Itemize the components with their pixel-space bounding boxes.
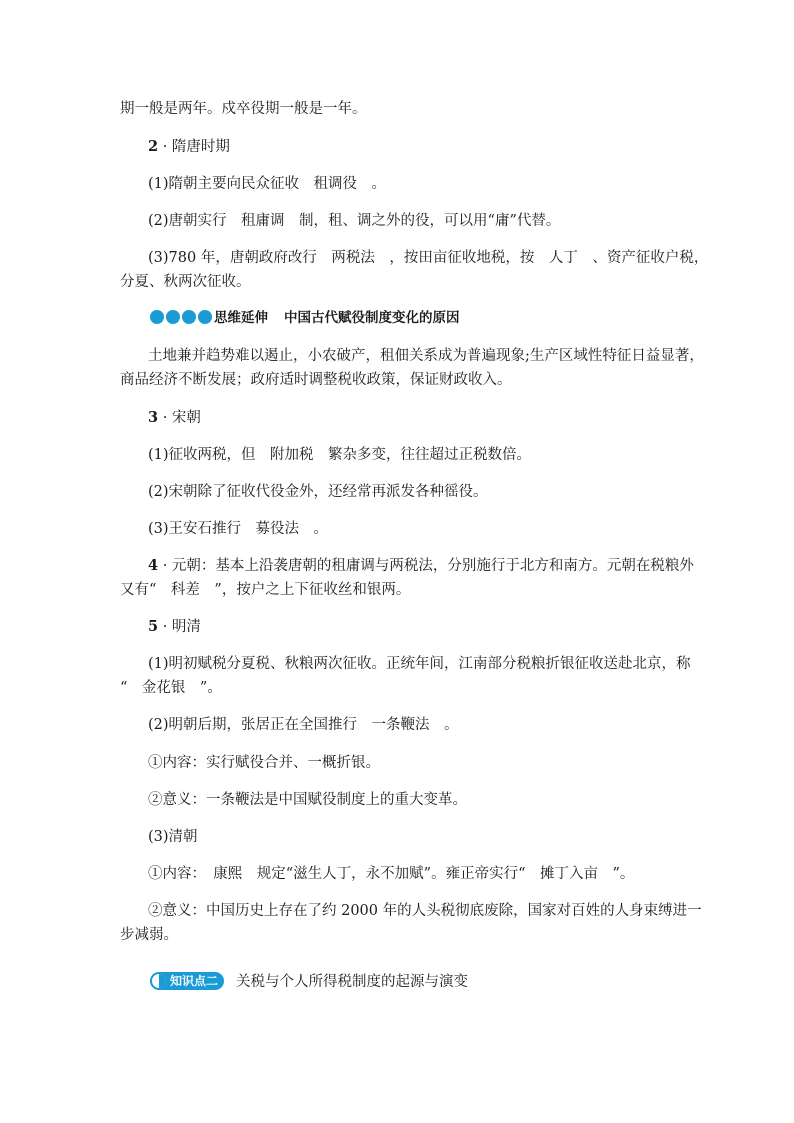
paragraph-line: (1)征收两税，但 附加税 繁杂多变，往往超过正税数倍。 <box>148 447 532 463</box>
heading-text: 5 · 明清 <box>148 618 201 635</box>
section-heading-ming-qing <box>148 617 201 637</box>
extension-title: 中国古代赋役制度变化的原因 <box>284 310 460 326</box>
paragraph-line: ①内容： 康熙 规定“滋生人丁，永不加赋”。雍正帝实行“ 摊丁入亩 ”。 <box>148 866 635 882</box>
extension-label: 思维延伸 <box>214 310 268 326</box>
paragraph-line: 步减弱。 <box>120 927 178 943</box>
paragraph-line: (3)780 年，唐朝政府改行 两税法 ，按田亩征收地税，按 人丁 、资产征收户税， <box>148 250 709 266</box>
heading-text: 2 · 隋唐时期 <box>148 138 230 155</box>
extension-dots-icon <box>150 309 214 325</box>
knowledge-point-title: 关税与个人所得税制度的起源与演变 <box>236 974 468 990</box>
paragraph-line: ①内容：实行赋役合并、一概折银。 <box>148 755 380 771</box>
knowledge-point-badge-text: 知识点二 <box>170 974 219 988</box>
paragraph-line: 商品经济不断发展；政府适时调整税收政策，保证财政收入。 <box>120 372 512 388</box>
paragraph-line: 期一般是两年。戍卒役期一般是一年。 <box>120 101 367 117</box>
paragraph-line: (1)隋朝主要向民众征收 租调役 。 <box>148 176 387 192</box>
paragraph-line: “ 金花银 ”。 <box>120 680 222 696</box>
paragraph-line: (3)王安石推行 募役法 。 <box>148 521 329 537</box>
paragraph-line: (2)唐朝实行 租庸调 制，租、调之外的役，可以用“庸”代替。 <box>148 213 561 229</box>
half-circle-icon <box>152 974 166 988</box>
paragraph-line: 又有“ 科差 ”，按户之上下征收丝和银两。 <box>120 582 411 598</box>
heading-text: 3 · 宋朝 <box>148 409 201 426</box>
paragraph-line: 土地兼并趋势难以遏止，小农破产，租佃关系成为普遍现象;生产区域性特征日益显著， <box>148 348 704 364</box>
paragraph-line: (2)宋朝除了征收代役金外，还经常再派发各种徭役。 <box>148 484 488 500</box>
paragraph-line: ②意义：中国历史上存在了约 2000 年的人头税彻底废除，国家对百姓的人身束缚进一 <box>148 903 702 919</box>
section-heading-song <box>148 408 201 428</box>
paragraph-line: (1)明初赋税分夏税、秋粮两次征收。正统年间，江南部分税粮折银征收送赴北京，称 <box>148 656 691 672</box>
paragraph-line: 分夏、秋两次征收。 <box>120 274 251 290</box>
section-heading-sui-tang <box>148 137 230 157</box>
knowledge-point-badge <box>150 972 224 990</box>
paragraph-line-yuan: 4 · 元朝：基本上沿袭唐朝的租庸调与两税法，分别施行于北方和南方。元朝在税粮外 <box>148 557 694 574</box>
paragraph-line: (3)清朝 <box>148 829 198 845</box>
paragraph-line: ②意义：一条鞭法是中国赋役制度上的重大变革。 <box>148 792 467 808</box>
paragraph-line: (2)明朝后期，张居正在全国推行 一条鞭法 。 <box>148 717 459 733</box>
